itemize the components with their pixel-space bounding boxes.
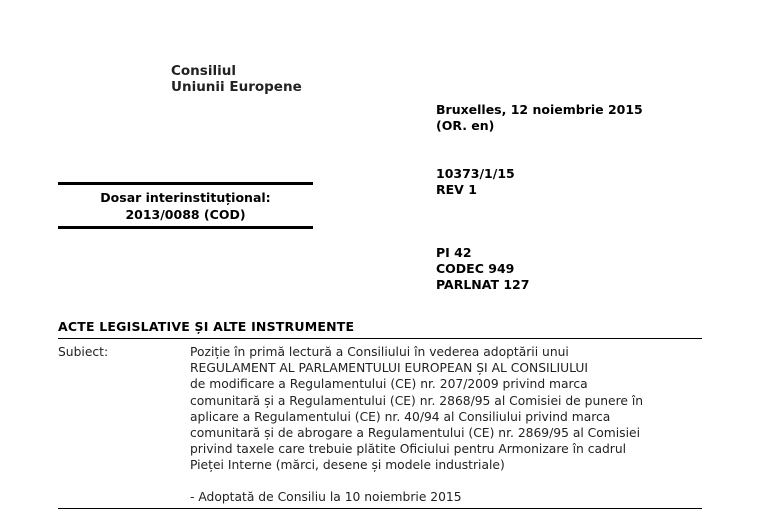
classification-parlnat: PARLNAT 127 [436, 277, 530, 292]
adopted-note: - Adoptată de Consiliu la 10 noiembrie 2015 [190, 490, 462, 504]
section-top-rule [58, 338, 702, 339]
subject-line: REGULAMENT AL PARLAMENTULUI EUROPEAN ȘI AL CONSILIULUI [190, 361, 589, 376]
section-bottom-rule [58, 508, 702, 509]
subject-line: privind taxele care trebuie plătite Oficiului pentru Armonizare în cadrul [190, 442, 627, 457]
issuer-line-1: Consiliul [171, 63, 236, 79]
dossier-label: Dosar interinstituțional: [100, 190, 271, 205]
subject-line: aplicare a Regulamentului (CE) nr. 40/94 al Consiliului privind marca [190, 409, 611, 424]
classification-codec: CODEC 949 [436, 261, 515, 276]
subject-text [190, 344, 702, 474]
document-number-block [436, 166, 515, 198]
subject-line: comunitară și a Regulamentului (CE) nr. 2868/95 al Comisiei de punere în [190, 393, 644, 408]
subject-line: de modificare a Regulamentului (CE) nr. 207/2009 privind marca [190, 377, 588, 392]
classification-block [436, 245, 529, 293]
subject-line: Pieței Interne (mărci, desene și modele industriale) [190, 458, 505, 473]
section-title: ACTE LEGISLATIVE ȘI ALTE INSTRUMENTE [58, 319, 355, 334]
dossier-top-rule [58, 182, 313, 185]
revision: REV 1 [436, 182, 477, 197]
issuer-name [171, 63, 302, 95]
subject-line: Poziție în primă lectură a Consiliului în vederea adoptării unui [190, 345, 569, 359]
subject-line: comunitară și de abrogare a Regulamentului (CE) nr. 2869/95 al Comisiei [190, 426, 640, 441]
place-date-block [436, 102, 643, 134]
dossier-bottom-rule [58, 226, 313, 229]
classification-pi: PI 42 [436, 245, 472, 260]
subject-label: Subiect: [58, 345, 109, 359]
dossier-number: 2013/0088 (COD) [125, 207, 246, 222]
dossier-block [58, 189, 313, 223]
issuer-line-2: Uniunii Europene [171, 79, 302, 95]
document-number: 10373/1/15 [436, 166, 515, 181]
original-language: (OR. en) [436, 118, 495, 133]
place-date: Bruxelles, 12 noiembrie 2015 [436, 102, 643, 117]
